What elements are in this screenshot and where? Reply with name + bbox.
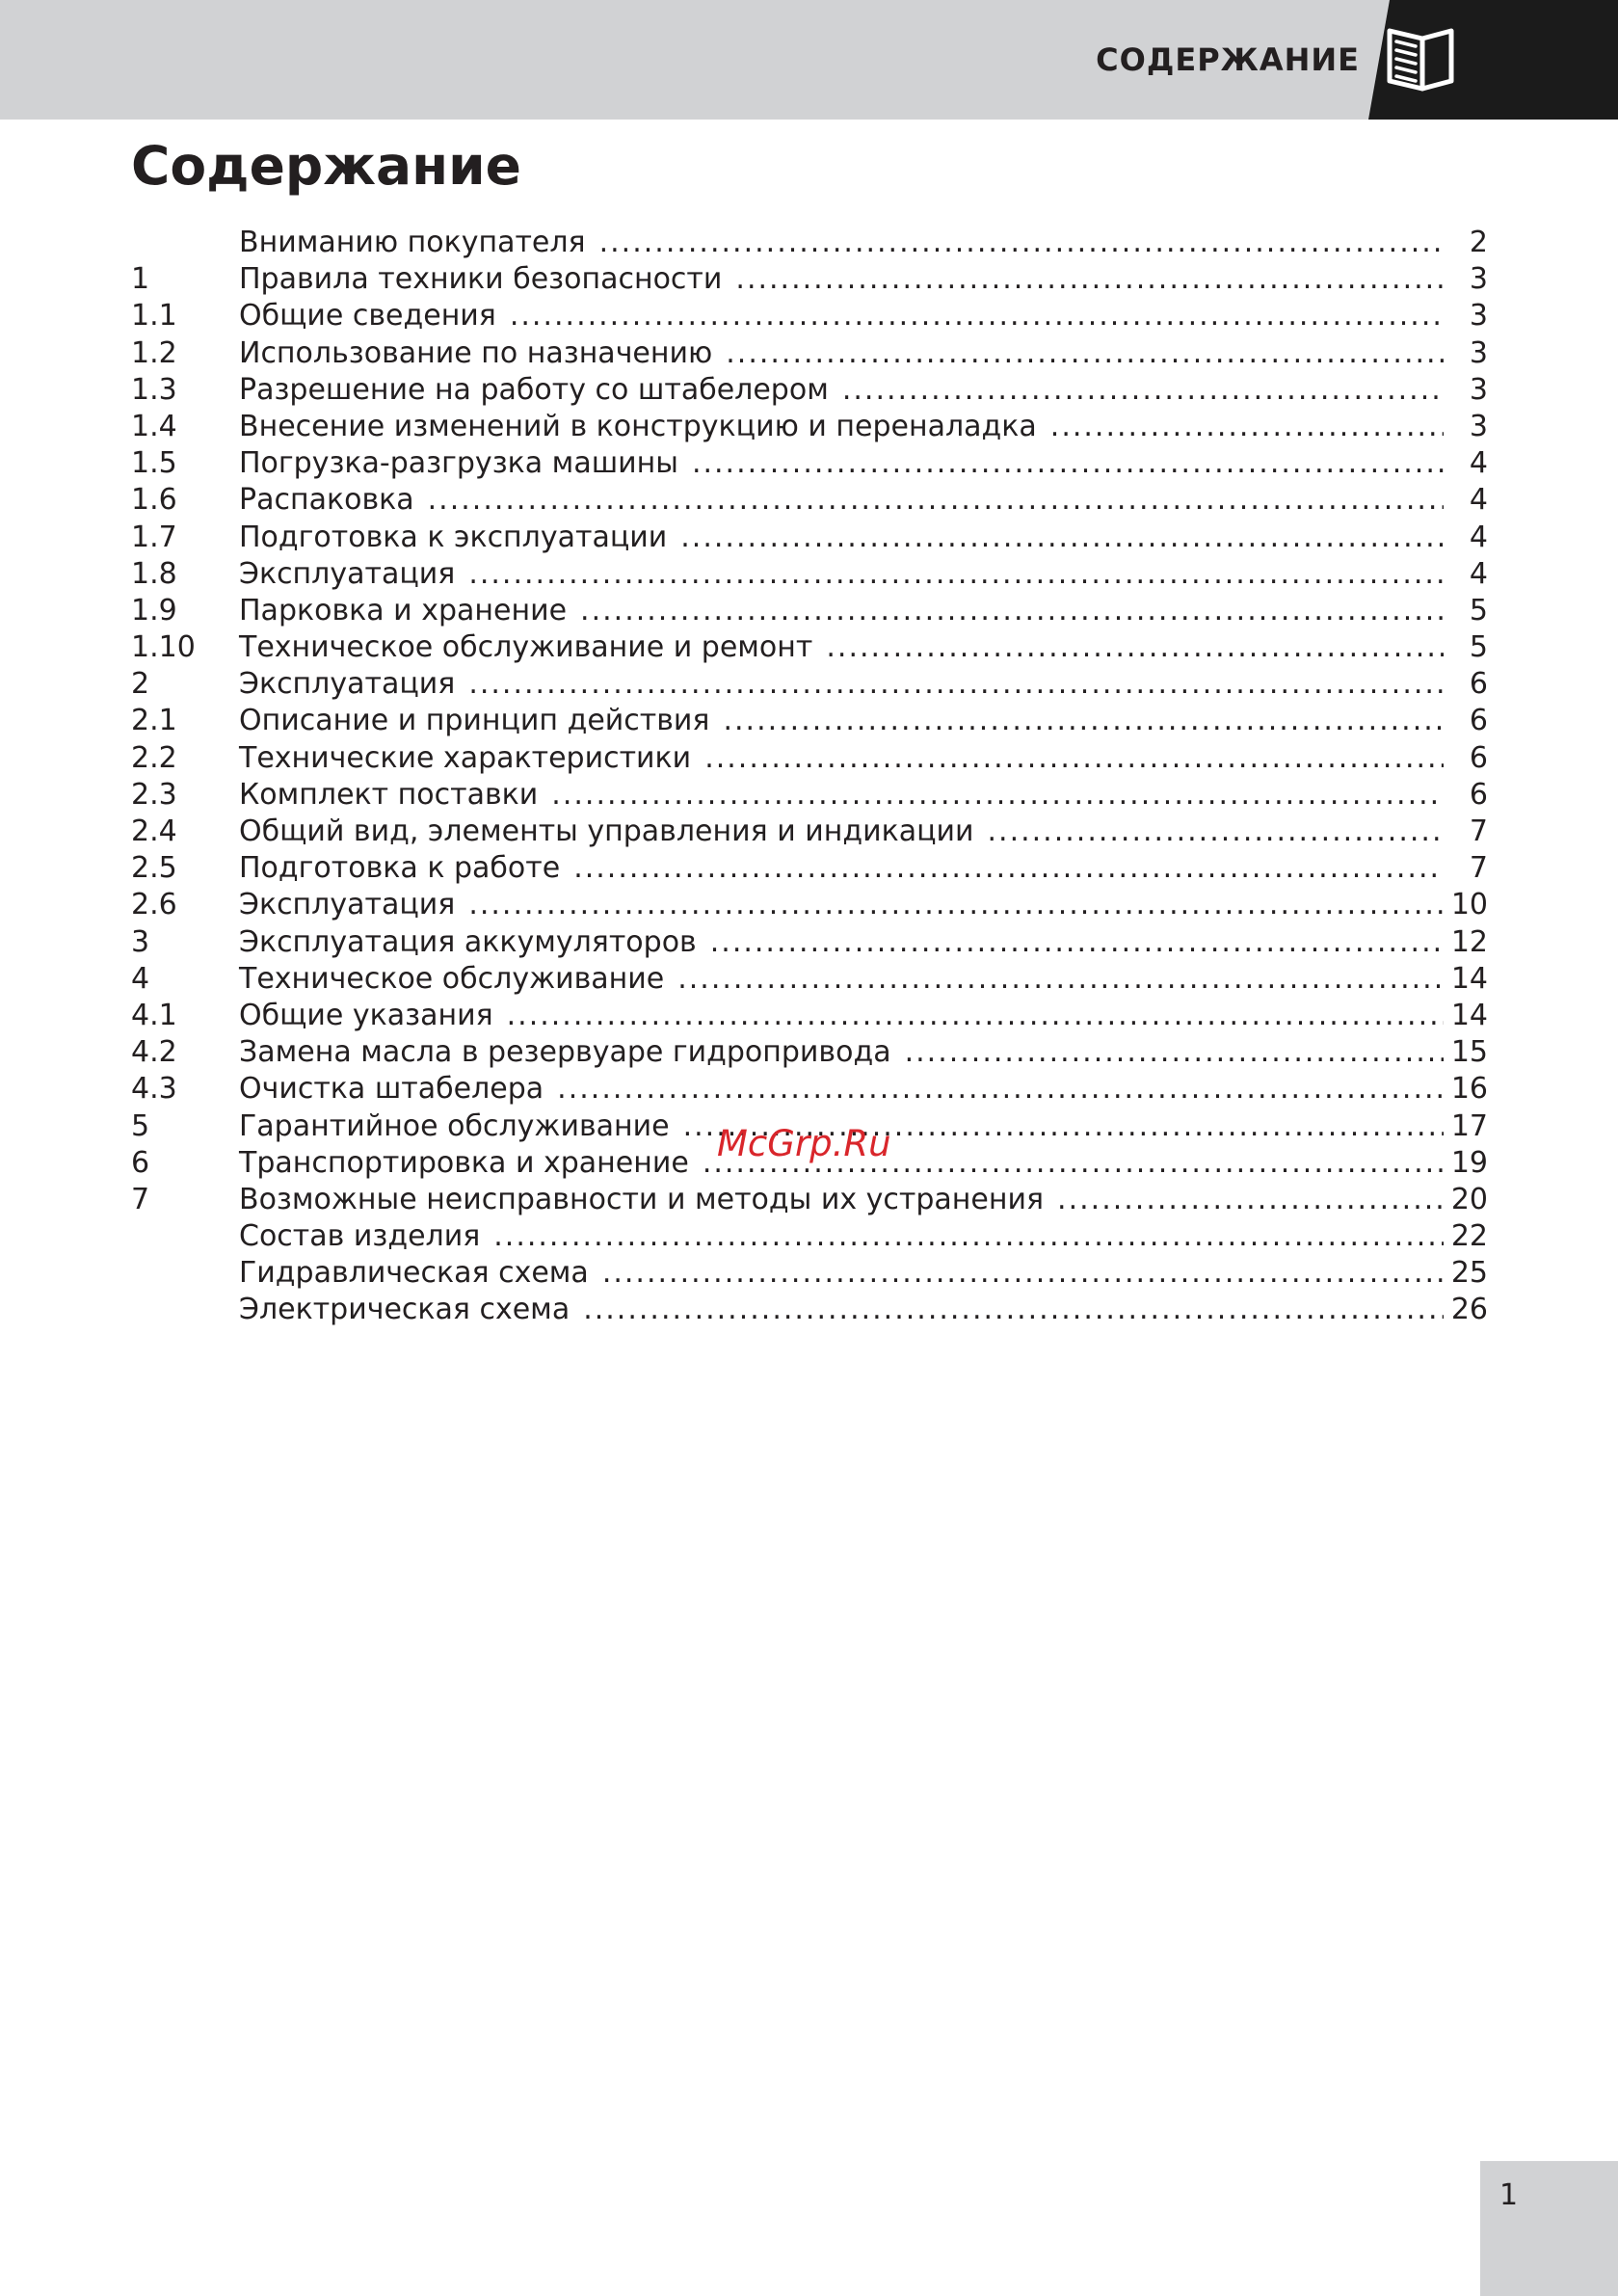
- toc-entry[interactable]: [131, 372, 1488, 409]
- toc-entry-title: Техническое обслуживание и ремонт: [239, 630, 813, 665]
- toc-entry[interactable]: [131, 814, 1488, 850]
- toc-entry[interactable]: [131, 482, 1488, 519]
- toc-dot-leader: [507, 998, 1444, 1034]
- toc-entry-number: 4: [131, 961, 150, 996]
- toc-entry-title: Эксплуатация: [239, 667, 456, 702]
- toc-dot-leader: [677, 961, 1444, 998]
- toc-entry[interactable]: [131, 961, 1488, 998]
- toc-entry-number: 5: [131, 1108, 150, 1143]
- toc-entry-title: Распаковка: [239, 483, 414, 518]
- toc-entry-title: Электрическая схема: [239, 1293, 570, 1327]
- toc-entry-number: 4.2: [131, 1035, 177, 1070]
- toc-entry-title: Гидравлическая схема: [239, 1256, 589, 1291]
- toc-entry-page: 26: [1450, 1293, 1488, 1327]
- toc-dot-leader: [510, 298, 1444, 334]
- toc-dot-leader: [468, 666, 1444, 703]
- toc-entry[interactable]: [131, 1255, 1488, 1292]
- toc-entry[interactable]: [131, 1071, 1488, 1108]
- toc-dot-leader: [580, 593, 1444, 629]
- toc-dot-leader: [704, 740, 1444, 777]
- toc-entry-page: 20: [1450, 1182, 1488, 1216]
- toc-dot-leader: [557, 1071, 1444, 1108]
- toc-entry[interactable]: [131, 703, 1488, 739]
- toc-entry[interactable]: [131, 924, 1488, 961]
- toc-dot-leader: [826, 629, 1444, 666]
- toc-entry-number: 1.3: [131, 372, 177, 407]
- toc-entry-page: 6: [1469, 667, 1488, 702]
- toc-entry-title: Эксплуатация: [239, 888, 456, 922]
- toc-dot-leader: [710, 924, 1444, 961]
- toc-entry[interactable]: [131, 777, 1488, 814]
- toc-entry-title: Правила техники безопасности: [239, 262, 723, 297]
- toc-entry-title: Эксплуатация аккумуляторов: [239, 924, 697, 959]
- toc-entry-number: 1.9: [131, 593, 177, 627]
- toc-entry-page: 4: [1469, 483, 1488, 518]
- toc-entry-page: 5: [1469, 593, 1488, 627]
- toc-entry-number: 2.3: [131, 777, 177, 812]
- toc-entry-title: Погрузка-разгрузка машины: [239, 446, 678, 481]
- toc-entry-page: 25: [1450, 1256, 1488, 1291]
- toc-entry-page: 12: [1450, 924, 1488, 959]
- toc-entry[interactable]: [131, 261, 1488, 298]
- toc-entry[interactable]: [131, 409, 1488, 445]
- toc-entry-page: 15: [1450, 1035, 1488, 1070]
- toc-entry-title: Очистка штабелера: [239, 1072, 544, 1107]
- toc-entry-page: 6: [1469, 777, 1488, 812]
- toc-entry-page: 16: [1450, 1072, 1488, 1107]
- toc-entry[interactable]: [131, 1182, 1488, 1218]
- toc-entry-page: 14: [1450, 998, 1488, 1032]
- toc-entry-page: 7: [1469, 814, 1488, 848]
- toc-entry-title: Внесение изменений в конструкцию и переналадка: [239, 409, 1037, 443]
- toc-entry-title: Общий вид, элементы управления и индикации: [239, 814, 974, 848]
- toc-entry-number: 2.1: [131, 704, 177, 738]
- page-number: 1: [1499, 2178, 1519, 2212]
- page-number-box: [1480, 2161, 1618, 2296]
- toc-entry-page: 3: [1469, 262, 1488, 297]
- toc-entry-page: 2: [1469, 226, 1488, 259]
- toc-entry[interactable]: [131, 335, 1488, 372]
- toc-dot-leader: [468, 887, 1444, 923]
- toc-dot-leader: [468, 556, 1444, 593]
- toc-dot-leader: [680, 520, 1444, 556]
- toc-entry-page: 4: [1469, 556, 1488, 591]
- toc-entry-title: Подготовка к эксплуатации: [239, 520, 668, 554]
- toc-entry-title: Вниманию покупателя: [239, 226, 586, 259]
- toc-entry-number: 4.1: [131, 998, 177, 1032]
- toc-dot-leader: [583, 1292, 1444, 1328]
- toc-entry-title: Подготовка к работе: [239, 851, 561, 886]
- toc-entry-page: 22: [1450, 1219, 1488, 1254]
- toc-entry[interactable]: [131, 887, 1488, 923]
- toc-entry-number: 1: [131, 262, 150, 297]
- toc-entry-page: 5: [1469, 630, 1488, 665]
- toc-entry[interactable]: [131, 225, 1488, 261]
- toc-entry-title: Комплект поставки: [239, 777, 539, 812]
- toc-entry[interactable]: [131, 298, 1488, 334]
- toc-dot-leader: [493, 1218, 1444, 1255]
- toc-entry[interactable]: [131, 445, 1488, 482]
- toc-entry-title: Возможные неисправности и методы их устранения: [239, 1182, 1045, 1216]
- toc-entry-title: Парковка и хранение: [239, 593, 568, 627]
- toc-entry-number: 6: [131, 1145, 150, 1180]
- toc-dot-leader: [723, 703, 1444, 739]
- toc-dot-leader: [602, 1255, 1444, 1292]
- toc-entry-number: 1.10: [131, 630, 196, 665]
- toc-dot-leader: [573, 850, 1444, 887]
- toc-entry-number: 3: [131, 924, 150, 959]
- toc-entry-number: 7: [131, 1182, 150, 1216]
- toc-entry-page: 7: [1469, 851, 1488, 886]
- toc-dot-leader: [735, 261, 1444, 298]
- toc-entry[interactable]: [131, 1218, 1488, 1255]
- toc-entry-title: Описание и принцип действия: [239, 704, 710, 738]
- toc-entry[interactable]: [131, 998, 1488, 1034]
- toc-entry-title: Транспортировка и хранение: [239, 1145, 689, 1180]
- toc-entry-page: 3: [1469, 335, 1488, 370]
- toc-entry-number: 4.3: [131, 1072, 177, 1107]
- toc-entry-title: Замена масла в резервуаре гидропривода: [239, 1035, 891, 1070]
- toc-entry-page: 6: [1469, 740, 1488, 775]
- toc-entry-title: Общие указания: [239, 998, 493, 1032]
- toc-entry[interactable]: [131, 593, 1488, 629]
- toc-entry-number: 2.6: [131, 888, 177, 922]
- book-icon: [1384, 25, 1461, 94]
- toc-entry-page: 3: [1469, 409, 1488, 443]
- toc-entry[interactable]: [131, 666, 1488, 703]
- toc-entry[interactable]: [131, 556, 1488, 593]
- toc-entry-number: 2: [131, 667, 150, 702]
- toc-entry-page: 4: [1469, 520, 1488, 554]
- watermark: McGrp.Ru: [717, 1123, 891, 1164]
- toc-entry-page: 19: [1450, 1145, 1488, 1180]
- toc-entry-number: 2.2: [131, 740, 177, 775]
- toc-entry-title: Разрешение на работу со штабелером: [239, 372, 829, 407]
- toc-dot-leader: [842, 372, 1444, 409]
- toc-dot-leader: [905, 1034, 1444, 1071]
- toc-entry-page: 10: [1450, 888, 1488, 922]
- toc-entry-title: Использование по назначению: [239, 335, 713, 370]
- section-title: СОДЕРЖАНИЕ: [1096, 41, 1360, 78]
- toc-entry[interactable]: [131, 1292, 1488, 1328]
- toc-entry[interactable]: [131, 850, 1488, 887]
- toc-entry-number: 1.8: [131, 556, 177, 591]
- toc-entry-page: 17: [1450, 1108, 1488, 1143]
- toc-entry[interactable]: [131, 629, 1488, 666]
- toc-dot-leader: [1050, 409, 1444, 445]
- toc-entry-title: Техническое обслуживание: [239, 961, 665, 996]
- toc-entry-title: Гарантийное обслуживание: [239, 1108, 670, 1143]
- toc-entry[interactable]: [131, 520, 1488, 556]
- toc-entry[interactable]: [131, 740, 1488, 777]
- toc-entry-title: Состав изделия: [239, 1219, 481, 1254]
- toc-entry-title: Технические характеристики: [239, 740, 692, 775]
- toc-entry-number: 1.6: [131, 483, 177, 518]
- toc-dot-leader: [551, 777, 1444, 814]
- toc-dot-leader: [599, 225, 1444, 261]
- toc-dot-leader: [988, 814, 1445, 850]
- toc-entry-page: 14: [1450, 961, 1488, 996]
- toc-entry-number: 1.5: [131, 446, 177, 481]
- toc-entry-number: 1.4: [131, 409, 177, 443]
- toc-entry-page: 3: [1469, 372, 1488, 407]
- toc-dot-leader: [692, 445, 1444, 482]
- toc-entry-page: 6: [1469, 704, 1488, 738]
- toc-dot-leader: [1057, 1182, 1444, 1218]
- toc-dot-leader: [726, 335, 1444, 372]
- toc-entry-page: 3: [1469, 299, 1488, 334]
- toc-entry-number: 2.5: [131, 851, 177, 886]
- toc-entry-number: 2.4: [131, 814, 177, 848]
- toc-entry[interactable]: [131, 1034, 1488, 1071]
- toc-entry-title: Эксплуатация: [239, 556, 456, 591]
- toc-entry-title: Общие сведения: [239, 299, 496, 334]
- toc-entry-number: 1.7: [131, 520, 177, 554]
- page-title: Содержание: [131, 135, 521, 197]
- toc-dot-leader: [428, 482, 1444, 519]
- toc-entry-number: 1.1: [131, 299, 177, 334]
- toc-entry-page: 4: [1469, 446, 1488, 481]
- toc-entry-number: 1.2: [131, 335, 177, 370]
